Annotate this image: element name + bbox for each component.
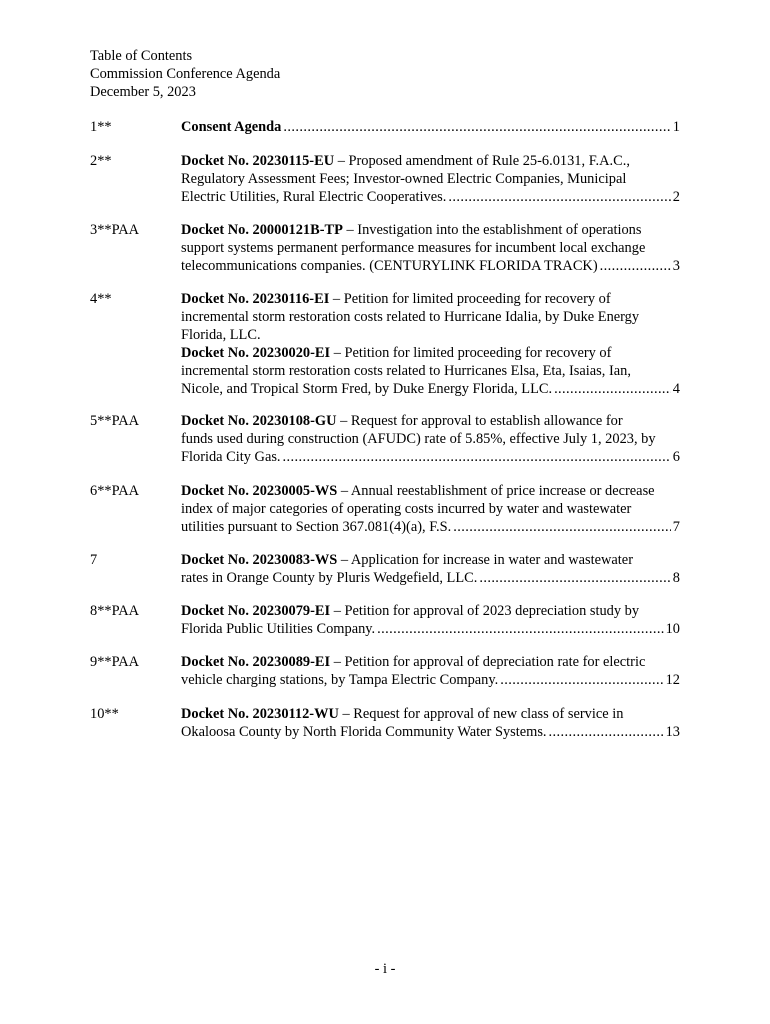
- entry-description: Florida, LLC.: [181, 327, 261, 343]
- entry-description: incremental storm restoration costs related to Hurricanes Elsa, Eta, Isaias, Ian,: [181, 363, 631, 379]
- page-number: 2: [672, 189, 680, 205]
- entry-line: [181, 569, 680, 587]
- dot-leader: [552, 380, 671, 398]
- entry-line: [181, 290, 680, 308]
- entry-description: rates in Orange County by Pluris Wedgefield, LLC.: [181, 570, 478, 586]
- entry-line: [181, 551, 680, 569]
- entry-description: Florida Public Utilities Company.: [181, 621, 376, 637]
- docket-number: Consent Agenda: [181, 119, 282, 135]
- toc-entry[interactable]: [90, 705, 680, 741]
- entry-line: [181, 152, 680, 170]
- entry-description: incremental storm restoration costs related to Hurricane Idalia, by Duke Energy: [181, 309, 640, 325]
- entry-description: telecommunications companies. (CENTURYLINK FLORIDA TRACK): [181, 258, 598, 274]
- dot-leader: [451, 518, 671, 536]
- dot-leader: [375, 620, 663, 638]
- entry-description: index of major categories of operating costs incurred by water and wastewater: [181, 501, 632, 517]
- page-number: 7: [672, 519, 680, 535]
- dot-leader: [281, 448, 671, 466]
- page-number: 13: [665, 724, 680, 740]
- entry-description: – Petition for approval of 2023 depreciation study by: [330, 603, 640, 619]
- entry-description: – Application for increase in water and wastewater: [337, 552, 633, 568]
- dot-leader: [281, 118, 670, 136]
- page-number: 6: [672, 449, 680, 465]
- toc-entry[interactable]: [90, 221, 680, 275]
- entry-line: [181, 257, 680, 275]
- docket-number: Docket No. 20230115-EU: [181, 153, 335, 169]
- entry-line: [181, 188, 680, 206]
- entry-description: – Petition for limited proceeding for recovery of: [330, 345, 612, 361]
- entry-description: vehicle charging stations, by Tampa Electric Company.: [181, 672, 499, 688]
- toc-entry[interactable]: [90, 290, 680, 398]
- toc-entry[interactable]: [90, 152, 680, 206]
- agenda-item-number: 9**PAA: [90, 654, 140, 670]
- agenda-item-number: 5**PAA: [90, 413, 140, 429]
- entry-description: – Request for approval to establish allowance for: [336, 413, 623, 429]
- toc-entry[interactable]: [90, 653, 680, 689]
- entry-description: – Request for approval of new class of service in: [338, 706, 624, 722]
- entry-description: utilities pursuant to Section 367.081(4)(a), F.S.: [181, 519, 452, 535]
- dot-leader: [547, 723, 664, 741]
- docket-number: Docket No. 20230116-EI: [181, 291, 330, 307]
- entry-description: – Annual reestablishment of price increase or decrease: [337, 483, 655, 499]
- entry-line: [181, 620, 680, 638]
- entry-description: support systems permanent performance measures for incumbent local exchange: [181, 240, 646, 256]
- dot-leader: [477, 569, 670, 587]
- entry-line: [181, 671, 680, 689]
- entry-line: [181, 308, 680, 326]
- entry-line: [181, 118, 680, 136]
- agenda-item-number: 4**: [90, 291, 112, 307]
- entry-description: – Investigation into the establishment of operations: [342, 222, 642, 238]
- dot-leader: [446, 188, 670, 206]
- entry-description: – Proposed amendment of Rule 25-6.0131, F.A.C.,: [334, 153, 630, 169]
- entry-line: [181, 344, 680, 362]
- toc-entry[interactable]: [90, 412, 680, 466]
- agenda-item-number: 8**PAA: [90, 603, 140, 619]
- agenda-item-number: 7: [90, 552, 98, 568]
- docket-number: Docket No. 20230020-EI: [181, 345, 331, 361]
- agenda-title: Commission Conference Agenda: [90, 66, 281, 82]
- entry-line: [181, 380, 680, 398]
- entry-line: [181, 482, 680, 500]
- page-number: 8: [672, 570, 680, 586]
- entry-line: [181, 602, 680, 620]
- entry-line: [181, 723, 680, 741]
- toc-title: Table of Contents: [90, 48, 193, 64]
- page-number: 1: [672, 119, 680, 135]
- docket-number: Docket No. 20000121B-TP: [181, 222, 343, 238]
- entry-line: [181, 448, 680, 466]
- docket-number: Docket No. 20230108-GU: [181, 413, 337, 429]
- toc-entry[interactable]: [90, 602, 680, 638]
- agenda-item-number: 3**PAA: [90, 222, 140, 238]
- dot-leader: [498, 671, 663, 689]
- dot-leader: [598, 257, 671, 275]
- agenda-item-number: 2**: [90, 153, 112, 169]
- page-number-footer: - i -: [374, 961, 396, 977]
- entry-line: [181, 239, 680, 257]
- toc-entry[interactable]: [90, 118, 680, 136]
- document-header: [90, 47, 280, 101]
- toc-entry[interactable]: [90, 482, 680, 536]
- agenda-date: December 5, 2023: [90, 84, 196, 100]
- agenda-item-number: 1**: [90, 119, 112, 135]
- entry-description: Okaloosa County by North Florida Community Water Systems.: [181, 724, 547, 740]
- entry-line: [181, 326, 680, 344]
- entry-description: Florida City Gas.: [181, 449, 281, 465]
- toc-entry[interactable]: [90, 551, 680, 587]
- entry-description: Nicole, and Tropical Storm Fred, by Duke Energy Florida, LLC.: [181, 381, 553, 397]
- entry-description: – Petition for limited proceeding for recovery of: [329, 291, 611, 307]
- docket-number: Docket No. 20230112-WU: [181, 706, 339, 722]
- page-number: 10: [665, 621, 680, 637]
- entry-line: [181, 500, 680, 518]
- docket-number: Docket No. 20230079-EI: [181, 603, 331, 619]
- docket-number: Docket No. 20230083-WS: [181, 552, 338, 568]
- entry-line: [181, 653, 680, 671]
- entry-line: [181, 518, 680, 536]
- page-number: 3: [672, 258, 680, 274]
- agenda-item-number: 6**PAA: [90, 483, 140, 499]
- entry-line: [181, 412, 680, 430]
- entry-description: funds used during construction (AFUDC) rate of 5.85%, effective July 1, 2023, by: [181, 431, 656, 447]
- entry-line: [181, 170, 680, 188]
- entry-description: – Petition for approval of depreciation rate for electric: [330, 654, 646, 670]
- entry-line: [181, 705, 680, 723]
- entry-line: [181, 221, 680, 239]
- docket-number: Docket No. 20230005-WS: [181, 483, 338, 499]
- entry-description: Electric Utilities, Rural Electric Cooperatives.: [181, 189, 447, 205]
- page-number: 12: [665, 672, 680, 688]
- entry-line: [181, 362, 680, 380]
- docket-number: Docket No. 20230089-EI: [181, 654, 331, 670]
- page-number: 4: [672, 381, 680, 397]
- entry-description: Regulatory Assessment Fees; Investor-owned Electric Companies, Municipal: [181, 171, 627, 187]
- agenda-item-number: 10**: [90, 706, 119, 722]
- entry-line: [181, 430, 680, 448]
